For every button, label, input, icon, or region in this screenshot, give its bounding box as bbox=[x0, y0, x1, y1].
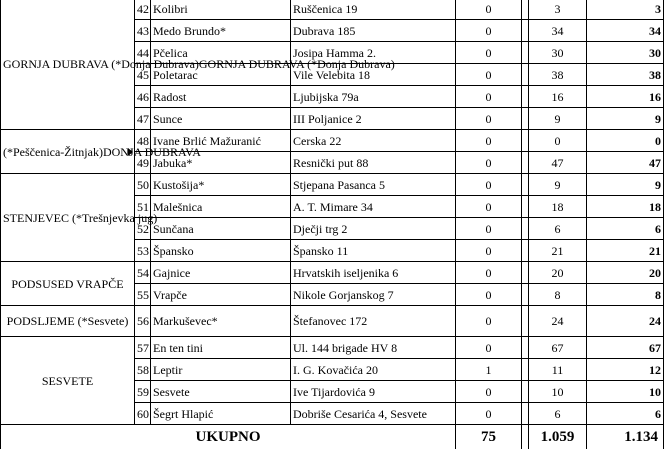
spacer-cell bbox=[522, 20, 529, 42]
total-row bbox=[1, 425, 664, 449]
kindergarten-address: Ul. 144 brigade HV 8 bbox=[291, 337, 456, 359]
count-b: 9 bbox=[529, 174, 587, 196]
kindergarten-name: Kustošija* bbox=[151, 174, 291, 196]
district-name: (*Peščenica-Žitnjak)DONJA DUBRAVA bbox=[3, 145, 201, 159]
count-b: 9 bbox=[529, 108, 587, 130]
kindergarten-number: 51 bbox=[135, 196, 151, 218]
count-a: 0 bbox=[456, 108, 522, 130]
spacer-cell bbox=[522, 130, 529, 152]
kindergarten-number: 60 bbox=[135, 403, 151, 425]
count-total: 3 bbox=[587, 0, 664, 20]
count-b: 34 bbox=[529, 20, 587, 42]
district-cell bbox=[1, 262, 135, 306]
count-b: 30 bbox=[529, 42, 587, 64]
kindergarten-address: Špansko 11 bbox=[291, 240, 456, 262]
spacer-cell bbox=[522, 174, 529, 196]
district-name: GORNJA DUBRAVA (*Donja Dubrava)GORNJA DUBRAVA (*Donja Dubrava) bbox=[3, 57, 395, 71]
count-a: 0 bbox=[456, 20, 522, 42]
count-a: 0 bbox=[456, 381, 522, 403]
kindergarten-name: Sunčana bbox=[151, 218, 291, 240]
kindergarten-name: Radost bbox=[151, 86, 291, 108]
grand-total: 1.134 bbox=[587, 425, 664, 449]
kindergarten-name: Sunce bbox=[151, 108, 291, 130]
spacer-cell bbox=[522, 337, 529, 359]
count-a: 0 bbox=[456, 240, 522, 262]
count-total: 67 bbox=[587, 337, 664, 359]
count-total: 47 bbox=[587, 152, 664, 174]
count-b: 24 bbox=[529, 306, 587, 337]
count-a: 0 bbox=[456, 0, 522, 20]
table-body bbox=[1, 0, 664, 449]
count-a: 0 bbox=[456, 262, 522, 284]
count-total: 6 bbox=[587, 218, 664, 240]
kindergarten-address: A. T. Mimare 34 bbox=[291, 196, 456, 218]
count-total: 20 bbox=[587, 262, 664, 284]
kindergarten-address: Vile Velebita 18 bbox=[291, 64, 456, 86]
kindergarten-address: Cerska 22 bbox=[291, 130, 456, 152]
kindergarten-number: 52 bbox=[135, 218, 151, 240]
kindergarten-name: Medo Brundo* bbox=[151, 20, 291, 42]
kindergarten-address: Dobriše Cesarića 4, Sesvete bbox=[291, 403, 456, 425]
kindergarten-number: 45 bbox=[135, 64, 151, 86]
count-total: 8 bbox=[587, 284, 664, 306]
kindergarten-number: 44 bbox=[135, 42, 151, 64]
spacer-cell bbox=[522, 403, 529, 425]
kindergarten-address: Nikole Gorjanskog 7 bbox=[291, 284, 456, 306]
table-row bbox=[1, 0, 664, 20]
spacer-cell bbox=[522, 425, 529, 449]
count-b: 47 bbox=[529, 152, 587, 174]
count-b: 11 bbox=[529, 359, 587, 381]
spacer-cell bbox=[522, 284, 529, 306]
kindergarten-name: Jabuka* bbox=[151, 152, 291, 174]
count-total: 30 bbox=[587, 42, 664, 64]
comment-indicator-icon[interactable] bbox=[128, 148, 133, 156]
kindergarten-number: 50 bbox=[135, 174, 151, 196]
count-b: 3 bbox=[529, 0, 587, 20]
count-total: 21 bbox=[587, 240, 664, 262]
count-a: 0 bbox=[456, 174, 522, 196]
kindergarten-name: Kolibri bbox=[151, 0, 291, 20]
table-row bbox=[1, 262, 664, 284]
count-a: 0 bbox=[456, 284, 522, 306]
kindergarten-name: En ten tini bbox=[151, 337, 291, 359]
kindergarten-address: Štefanovec 172 bbox=[291, 306, 456, 337]
total-b: 1.059 bbox=[529, 425, 587, 449]
table-row bbox=[1, 306, 664, 337]
kindergarten-number: 49 bbox=[135, 152, 151, 174]
count-b: 8 bbox=[529, 284, 587, 306]
count-b: 67 bbox=[529, 337, 587, 359]
table-row bbox=[1, 337, 664, 359]
kindergarten-address: Ruščenica 19 bbox=[291, 0, 456, 20]
kindergarten-name: Malešnica bbox=[151, 196, 291, 218]
spacer-cell bbox=[522, 86, 529, 108]
district-name: PODSUSED VRAPČE bbox=[11, 277, 123, 291]
table-row bbox=[1, 174, 664, 196]
kindergarten-name: Špansko bbox=[151, 240, 291, 262]
kindergarten-name: Gajnice bbox=[151, 262, 291, 284]
kindergarten-name: Sesvete bbox=[151, 381, 291, 403]
count-total: 6 bbox=[587, 403, 664, 425]
count-total: 34 bbox=[587, 20, 664, 42]
kindergarten-number: 59 bbox=[135, 381, 151, 403]
count-total: 18 bbox=[587, 196, 664, 218]
kindergarten-address: Resnički put 88 bbox=[291, 152, 456, 174]
count-b: 6 bbox=[529, 218, 587, 240]
count-total: 10 bbox=[587, 381, 664, 403]
count-a: 0 bbox=[456, 218, 522, 240]
kindergarten-name: Šegrt Hlapić bbox=[151, 403, 291, 425]
kindergarten-number: 47 bbox=[135, 108, 151, 130]
total-a: 75 bbox=[456, 425, 522, 449]
kindergarten-address: I. G. Kovačića 20 bbox=[291, 359, 456, 381]
count-total: 9 bbox=[587, 108, 664, 130]
count-total: 0 bbox=[587, 130, 664, 152]
kindergarten-name: Ivane Brlić Mažuranić bbox=[151, 130, 291, 152]
district-cell bbox=[1, 0, 135, 130]
spacer-cell bbox=[522, 108, 529, 130]
count-a: 0 bbox=[456, 403, 522, 425]
spacer-cell bbox=[522, 42, 529, 64]
count-b: 38 bbox=[529, 64, 587, 86]
count-total: 12 bbox=[587, 359, 664, 381]
count-a: 0 bbox=[456, 42, 522, 64]
spacer-cell bbox=[522, 152, 529, 174]
kindergarten-name: Markuševec* bbox=[151, 306, 291, 337]
district-name: SESVETE bbox=[42, 374, 93, 388]
spacer-cell bbox=[522, 64, 529, 86]
district-cell bbox=[1, 337, 135, 425]
kindergarten-name: Leptir bbox=[151, 359, 291, 381]
district-name: STENJEVEC (*Trešnjevka jug) bbox=[3, 211, 157, 225]
count-a: 0 bbox=[456, 196, 522, 218]
count-a: 0 bbox=[456, 306, 522, 337]
kindergarten-number: 55 bbox=[135, 284, 151, 306]
kindergarten-name: Vrapče bbox=[151, 284, 291, 306]
count-b: 20 bbox=[529, 262, 587, 284]
spacer-cell bbox=[522, 306, 529, 337]
kindergarten-number: 46 bbox=[135, 86, 151, 108]
kindergarten-number: 57 bbox=[135, 337, 151, 359]
count-b: 0 bbox=[529, 130, 587, 152]
kindergarten-number: 42 bbox=[135, 0, 151, 20]
spacer-cell bbox=[522, 218, 529, 240]
count-a: 0 bbox=[456, 130, 522, 152]
spacer-cell bbox=[522, 0, 529, 20]
district-cell bbox=[1, 174, 135, 262]
spacer-cell bbox=[522, 359, 529, 381]
kindergarten-name: Poletarac bbox=[151, 64, 291, 86]
spacer-cell bbox=[522, 196, 529, 218]
count-total: 38 bbox=[587, 64, 664, 86]
kindergarten-address: Stjepana Pasanca 5 bbox=[291, 174, 456, 196]
kindergarten-number: 53 bbox=[135, 240, 151, 262]
count-total: 24 bbox=[587, 306, 664, 337]
kindergarten-number: 54 bbox=[135, 262, 151, 284]
count-b: 16 bbox=[529, 86, 587, 108]
district-cell bbox=[1, 130, 135, 174]
district-name: PODSLJEME (*Sesvete) bbox=[7, 314, 129, 328]
count-b: 10 bbox=[529, 381, 587, 403]
count-total: 16 bbox=[587, 86, 664, 108]
spacer-cell bbox=[522, 240, 529, 262]
count-a: 0 bbox=[456, 337, 522, 359]
spacer-cell bbox=[522, 381, 529, 403]
kindergarten-address: Josipa Hamma 2. bbox=[291, 42, 456, 64]
spacer-cell bbox=[522, 262, 529, 284]
kindergarten-address: Ljubijska 79a bbox=[291, 86, 456, 108]
table-row bbox=[1, 130, 664, 152]
count-b: 6 bbox=[529, 403, 587, 425]
kindergarten-number: 48 bbox=[135, 130, 151, 152]
kindergarten-address: Ive Tijardovića 9 bbox=[291, 381, 456, 403]
kindergarten-address: Dječji trg 2 bbox=[291, 218, 456, 240]
kindergarten-number: 56 bbox=[135, 306, 151, 337]
count-b: 21 bbox=[529, 240, 587, 262]
kindergarten-number: 58 bbox=[135, 359, 151, 381]
district-cell bbox=[1, 306, 135, 337]
count-total: 9 bbox=[587, 174, 664, 196]
count-b: 18 bbox=[529, 196, 587, 218]
count-a: 0 bbox=[456, 152, 522, 174]
count-a: 0 bbox=[456, 86, 522, 108]
count-a: 0 bbox=[456, 64, 522, 86]
kindergarten-name: Pčelica bbox=[151, 42, 291, 64]
kindergarten-number: 43 bbox=[135, 20, 151, 42]
count-a: 1 bbox=[456, 359, 522, 381]
total-label: UKUPNO bbox=[1, 425, 456, 449]
kindergarten-address: Hrvatskih iseljenika 6 bbox=[291, 262, 456, 284]
kindergarten-address: III Poljanice 2 bbox=[291, 108, 456, 130]
kindergarten-address: Dubrava 185 bbox=[291, 20, 456, 42]
